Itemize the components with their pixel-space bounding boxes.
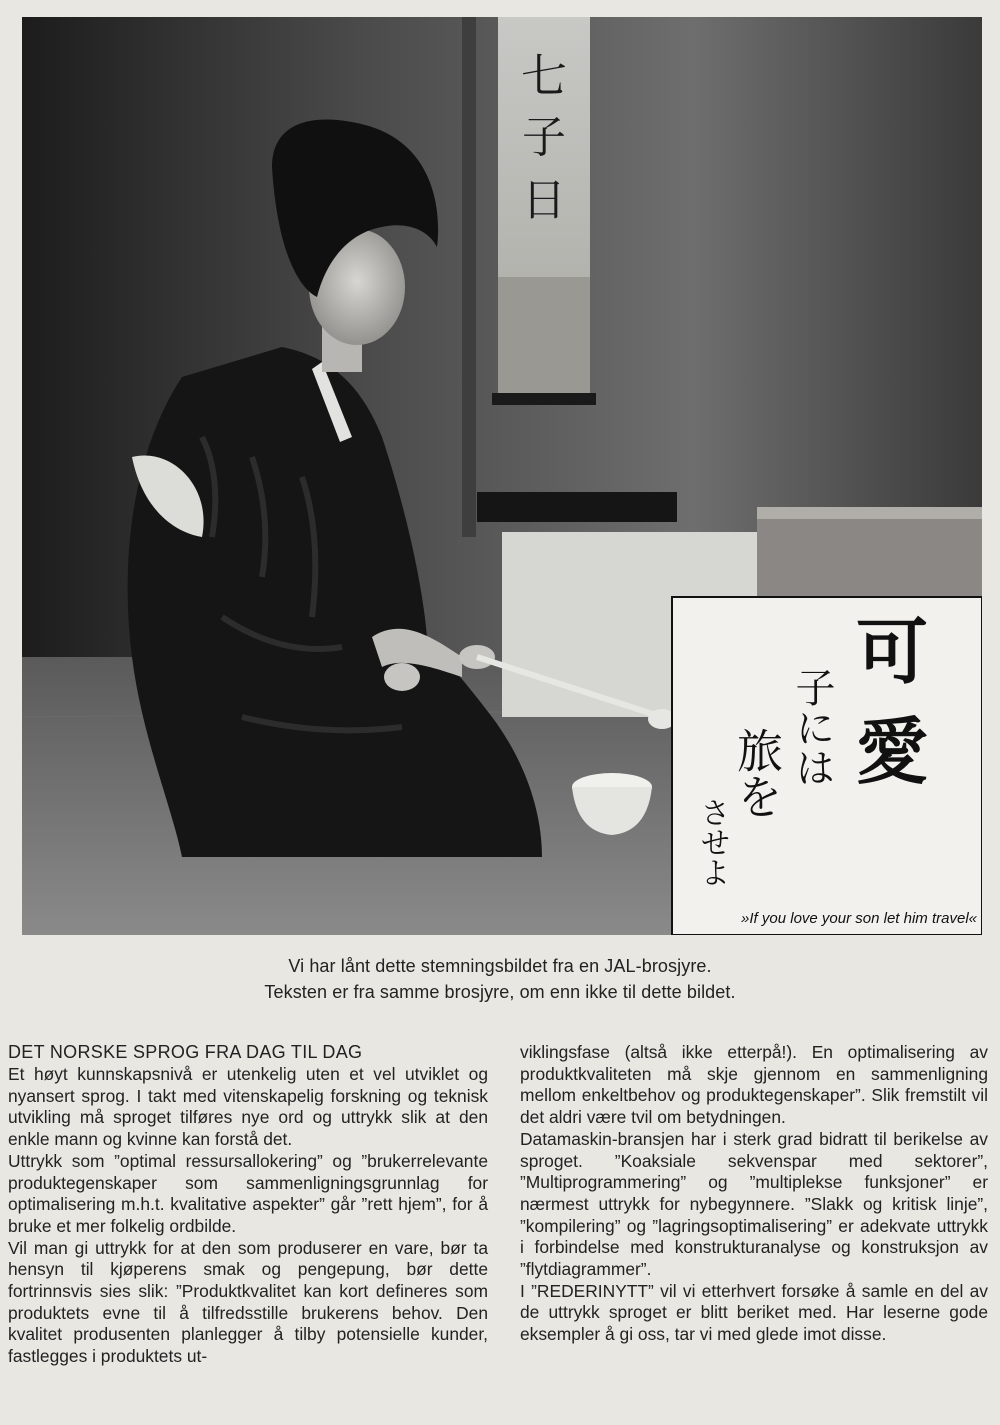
article-photo [22,17,982,935]
svg-text:七: 七 [521,49,567,103]
hanging-scroll [492,17,596,405]
article-paragraph: Vil man gi uttrykk for at den som produserer en vare, bør ta hensyn til kjøperens smak og pengepung, bør dette fortrinnsvis sies slik: ”Produktkvalitet kan kort defineres som produktets evne til å tilfredsstille brukerens behov. Den kvalitet produsenten planlegger å tilby potensielle kunder, fastlegges i produktets ut- [8,1237,488,1367]
photo-caption-line-1: Vi har lånt dette stemningsbildet fra en JAL-brosjyre. [288,956,712,976]
tea-ceremony-photo [22,17,982,935]
calligraphy-line-1: 可 [855,610,929,694]
article-paragraph: viklingsfase (altså ikke etterpå!). En optimalisering av produktkvaliteten må skje gjennom en sammenligning mellom enkeltbehov og produktegenskaper”. Slik fremstilt vil det aldri være tvil om betydningen. [520,1042,988,1128]
article-column-left [8,1064,488,1368]
photo-quote: »If you love your son let him travel« [741,910,977,927]
svg-text:日: 日 [522,175,566,226]
article-paragraph: I ”REDERINYTT” vil vi etterhvert forsøke å samle en del av de uttrykk sproget er blitt beriket med. Har leserne gode eksempler å gi oss, tar vi med glede imot disse. [520,1280,988,1345]
article-paragraph: Uttrykk som ”optimal ressursallokering” og ”brukerrelevante produktegenskaper som sammenligningsgrunnlag for optimalisering m.h.t. kvalitative aspekter” går ”rett hjem”, for å bruke et mer folkelig ordbilde. [8,1150,488,1236]
calligraphy-panel [672,597,982,935]
article-column-right [520,1042,988,1346]
calligraphy-line-2: 愛 [855,710,929,794]
calligraphy-line-4: 旅を [730,727,784,819]
article-paragraph: Datamaskin-bransjen har i sterk grad bidratt til berikelse av sproget. ”Koaksiale sekvenspar med sektorer”, ”Multiprogrammering” og ”multiplekse funksjoner” er nærmest uttrykk for nybegynnere. ”Slakk og kritisk linje”, ”kompilering” og ”lagringsoptimalisering” er adekvate uttrykk i forbindelse med konstrukturanalyse og konstruksjon av ”flytdiagrammer”. [520,1128,988,1280]
calligraphy-line-3: 子には [789,667,835,787]
article-title: DET NORSKE SPROG FRA DAG TIL DAG [8,1042,363,1062]
svg-text:子: 子 [522,112,566,163]
photo-caption-line-2: Teksten er fra samme brosjyre, om enn ikke til dette bildet. [264,982,736,1002]
article-paragraph: Et høyt kunnskapsnivå er utenkelig uten et vel utviklet og nyansert sprog. I takt med vitenskapelig forskning og teknisk utvikling må sproget tilføres nye ord og uttrykk slik at den enkle mann og kvinne kan forstå det. [8,1064,488,1150]
calligraphy-line-5: させよ [694,797,730,887]
